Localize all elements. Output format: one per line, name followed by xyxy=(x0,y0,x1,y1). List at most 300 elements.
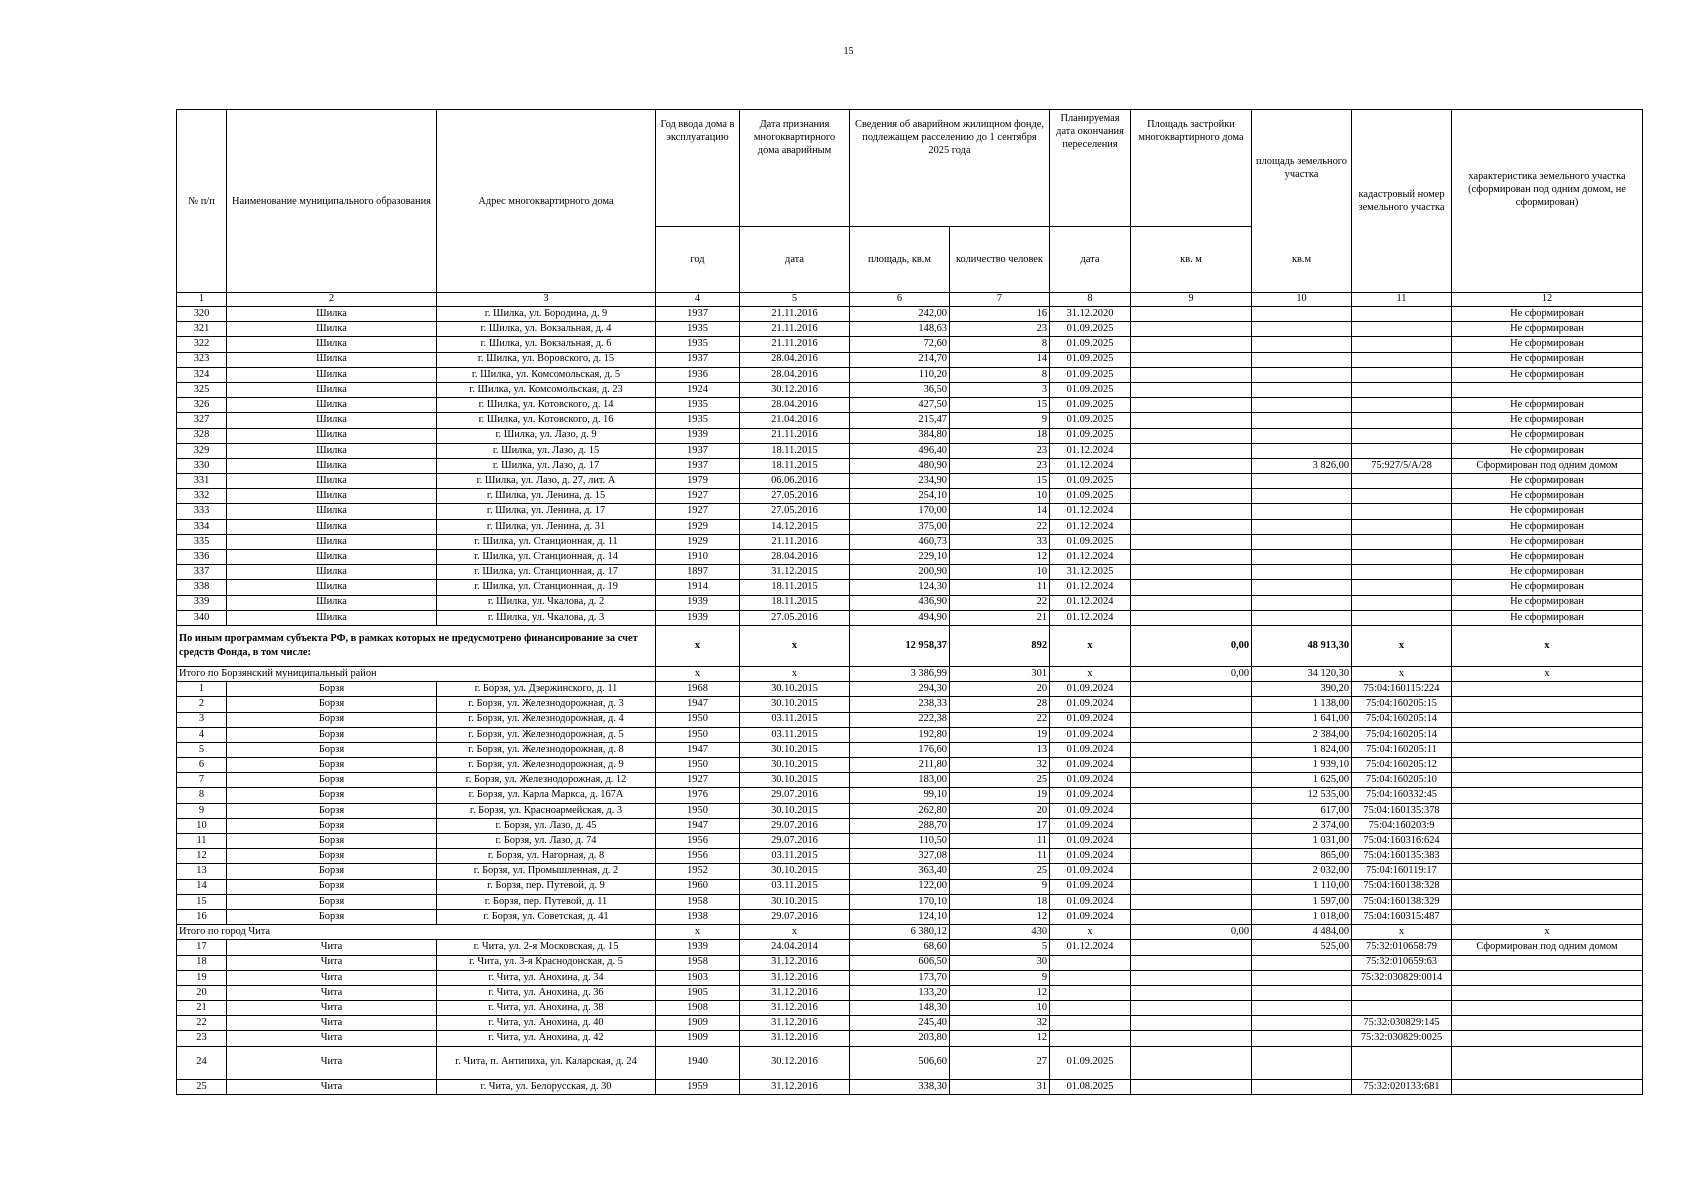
building-area-cell xyxy=(1131,758,1252,773)
people-cell: 22 xyxy=(950,595,1050,610)
header-land-characteristic: характеристика земельного участка (сформирован под одним домом, не сформирован) xyxy=(1452,110,1643,293)
municipality-cell: Чита xyxy=(227,1046,437,1079)
land-area-cell xyxy=(1252,1046,1352,1079)
municipality-cell: Борзя xyxy=(227,834,437,849)
emergency-date-cell: 18.11.2015 xyxy=(740,580,850,595)
row-number-cell: 24 xyxy=(177,1046,227,1079)
building-area-cell xyxy=(1131,413,1252,428)
area-cell: 229,10 xyxy=(850,550,950,565)
land-area-cell: 3 826,00 xyxy=(1252,458,1352,473)
land-area-cell xyxy=(1252,955,1352,970)
planned-date-cell: 01.09.2024 xyxy=(1050,742,1131,757)
section-title: По иным программам субъекта РФ, в рамках которых не предусмотрено финансирование за счет средств Фонда, в том числе: xyxy=(177,625,656,666)
building-area-cell xyxy=(1131,458,1252,473)
land-characteristic-cell: Сформирован под одним домом xyxy=(1452,458,1643,473)
address-cell: г. Борзя, ул. Железнодорожная, д. 9 xyxy=(437,758,656,773)
building-area-cell xyxy=(1131,534,1252,549)
people-cell: 10 xyxy=(950,489,1050,504)
emergency-date-cell: 03.11.2015 xyxy=(740,727,850,742)
cadastral-number-cell xyxy=(1352,565,1452,580)
area-cell: 254,10 xyxy=(850,489,950,504)
subheader-year: год xyxy=(656,227,740,293)
column-number: 3 xyxy=(437,293,656,307)
cadastral-number-cell: 75:04:160205:12 xyxy=(1352,758,1452,773)
year-cell: 1976 xyxy=(656,788,740,803)
building-area-cell xyxy=(1131,307,1252,322)
row-number-cell: 321 xyxy=(177,322,227,337)
cadastral-number-cell xyxy=(1352,550,1452,565)
area-cell: 200,90 xyxy=(850,565,950,580)
housing-table xyxy=(176,109,1643,1095)
row-number-cell: 334 xyxy=(177,519,227,534)
area-cell: 72,60 xyxy=(850,337,950,352)
municipality-cell: Шилка xyxy=(227,443,437,458)
cadastral-number-cell xyxy=(1352,398,1452,413)
total-chita xyxy=(177,925,1643,940)
section-row xyxy=(177,625,1643,666)
column-number: 10 xyxy=(1252,293,1352,307)
header-land-area: площадь земельного участка xyxy=(1252,110,1352,227)
cadastral-number-cell: 75:927/5/А/28 xyxy=(1352,458,1452,473)
total-value: 301 xyxy=(950,666,1050,681)
column-number: 5 xyxy=(740,293,850,307)
land-area-cell xyxy=(1252,1079,1352,1094)
land-area-cell: 1 824,00 xyxy=(1252,742,1352,757)
year-cell: 1950 xyxy=(656,803,740,818)
planned-date-cell: 01.09.2024 xyxy=(1050,909,1131,924)
municipality-cell: Шилка xyxy=(227,337,437,352)
total-label: Итого по город Чита xyxy=(177,925,656,940)
planned-date-cell xyxy=(1050,1001,1131,1016)
table-row xyxy=(177,428,1643,443)
year-cell: 1956 xyxy=(656,834,740,849)
land-area-cell: 1 939,10 xyxy=(1252,758,1352,773)
land-area-cell xyxy=(1252,413,1352,428)
address-cell: г. Шилка, ул. Бородина, д. 9 xyxy=(437,307,656,322)
people-cell: 14 xyxy=(950,504,1050,519)
row-number-cell: 332 xyxy=(177,489,227,504)
table-row xyxy=(177,595,1643,610)
land-characteristic-cell: Не сформирован xyxy=(1452,307,1643,322)
area-cell: 294,30 xyxy=(850,682,950,697)
land-area-cell xyxy=(1252,1016,1352,1031)
people-cell: 9 xyxy=(950,879,1050,894)
cadastral-number-cell xyxy=(1352,352,1452,367)
people-cell: 15 xyxy=(950,398,1050,413)
total-value: x xyxy=(656,666,740,681)
year-cell: 1950 xyxy=(656,712,740,727)
total-value: 3 386,99 xyxy=(850,666,950,681)
header-municipality: Наименование муниципального образования xyxy=(227,110,437,293)
column-number: 2 xyxy=(227,293,437,307)
address-cell: г. Борзя, пер. Путевой, д. 9 xyxy=(437,879,656,894)
cadastral-number-cell: 75:32:020133:681 xyxy=(1352,1079,1452,1094)
table-row xyxy=(177,1016,1643,1031)
cadastral-number-cell xyxy=(1352,474,1452,489)
column-number: 12 xyxy=(1452,293,1643,307)
area-cell: 148,63 xyxy=(850,322,950,337)
area-cell: 494,90 xyxy=(850,610,950,625)
area-cell: 262,80 xyxy=(850,803,950,818)
people-cell: 25 xyxy=(950,864,1050,879)
row-number-cell: 7 xyxy=(177,773,227,788)
section-value: 12 958,37 xyxy=(850,625,950,666)
building-area-cell xyxy=(1131,803,1252,818)
rows-chita xyxy=(177,940,1643,1095)
municipality-cell: Борзя xyxy=(227,727,437,742)
municipality-cell: Борзя xyxy=(227,894,437,909)
planned-date-cell: 01.09.2025 xyxy=(1050,367,1131,382)
building-area-cell xyxy=(1131,773,1252,788)
emergency-date-cell: 31.12.2016 xyxy=(740,970,850,985)
row-number-cell: 336 xyxy=(177,550,227,565)
land-characteristic-cell: Не сформирован xyxy=(1452,367,1643,382)
address-cell: г. Чита, ул. Анохина, д. 42 xyxy=(437,1031,656,1046)
cadastral-number-cell xyxy=(1352,489,1452,504)
row-number-cell: 328 xyxy=(177,428,227,443)
building-area-cell xyxy=(1131,519,1252,534)
planned-date-cell: 01.12.2024 xyxy=(1050,550,1131,565)
land-characteristic-cell xyxy=(1452,1031,1643,1046)
land-area-cell xyxy=(1252,534,1352,549)
year-cell: 1929 xyxy=(656,519,740,534)
section-value: 48 913,30 xyxy=(1252,625,1352,666)
cadastral-number-cell xyxy=(1352,580,1452,595)
area-cell: 176,60 xyxy=(850,742,950,757)
building-area-cell xyxy=(1131,550,1252,565)
people-cell: 3 xyxy=(950,382,1050,397)
municipality-cell: Шилка xyxy=(227,610,437,625)
land-characteristic-cell xyxy=(1452,788,1643,803)
cadastral-number-cell: 75:04:160119:17 xyxy=(1352,864,1452,879)
land-characteristic-cell: Не сформирован xyxy=(1452,413,1643,428)
emergency-date-cell: 03.11.2015 xyxy=(740,712,850,727)
planned-date-cell: 01.09.2025 xyxy=(1050,413,1131,428)
people-cell: 22 xyxy=(950,519,1050,534)
people-cell: 15 xyxy=(950,474,1050,489)
address-cell: г. Борзя, ул. Советская, д. 41 xyxy=(437,909,656,924)
table-row xyxy=(177,940,1643,955)
municipality-cell: Шилка xyxy=(227,550,437,565)
total-value: x xyxy=(740,666,850,681)
building-area-cell xyxy=(1131,727,1252,742)
emergency-date-cell: 24.04.2014 xyxy=(740,940,850,955)
municipality-cell: Шилка xyxy=(227,307,437,322)
address-cell: г. Шилка, ул. Комсомольская, д. 23 xyxy=(437,382,656,397)
table-row xyxy=(177,458,1643,473)
people-cell: 23 xyxy=(950,458,1050,473)
year-cell: 1909 xyxy=(656,1031,740,1046)
total-value: 6 380,12 xyxy=(850,925,950,940)
emergency-date-cell: 31.12.2016 xyxy=(740,1016,850,1031)
people-cell: 18 xyxy=(950,894,1050,909)
year-cell: 1937 xyxy=(656,443,740,458)
area-cell: 338,30 xyxy=(850,1079,950,1094)
land-characteristic-cell: Не сформирован xyxy=(1452,504,1643,519)
municipality-cell: Борзя xyxy=(227,849,437,864)
building-area-cell xyxy=(1131,322,1252,337)
rows-borzya xyxy=(177,682,1643,925)
planned-date-cell: 01.09.2025 xyxy=(1050,534,1131,549)
land-characteristic-cell xyxy=(1452,1046,1643,1079)
land-characteristic-cell xyxy=(1452,758,1643,773)
subheader-area: площадь, кв.м xyxy=(850,227,950,293)
year-cell: 1908 xyxy=(656,1001,740,1016)
emergency-date-cell: 29.07.2016 xyxy=(740,788,850,803)
rows-shilka xyxy=(177,307,1643,626)
area-cell: 148,30 xyxy=(850,1001,950,1016)
people-cell: 5 xyxy=(950,940,1050,955)
municipality-cell: Чита xyxy=(227,1001,437,1016)
total-row-chita xyxy=(177,925,1643,940)
planned-date-cell: 01.09.2024 xyxy=(1050,849,1131,864)
cadastral-number-cell: 75:04:160205:14 xyxy=(1352,727,1452,742)
municipality-cell: Борзя xyxy=(227,879,437,894)
municipality-cell: Борзя xyxy=(227,909,437,924)
building-area-cell xyxy=(1131,940,1252,955)
cadastral-number-cell: 75:32:010658:79 xyxy=(1352,940,1452,955)
address-cell: г. Шилка, ул. Котовского, д. 14 xyxy=(437,398,656,413)
address-cell: г. Чита, ул. Анохина, д. 36 xyxy=(437,985,656,1000)
land-area-cell xyxy=(1252,565,1352,580)
people-cell: 12 xyxy=(950,550,1050,565)
table-row xyxy=(177,834,1643,849)
people-cell: 30 xyxy=(950,955,1050,970)
year-cell: 1958 xyxy=(656,955,740,970)
land-area-cell xyxy=(1252,580,1352,595)
planned-date-cell: 01.09.2024 xyxy=(1050,727,1131,742)
cadastral-number-cell: 75:04:160138:329 xyxy=(1352,894,1452,909)
municipality-cell: Шилка xyxy=(227,428,437,443)
emergency-date-cell: 29.07.2016 xyxy=(740,818,850,833)
building-area-cell xyxy=(1131,712,1252,727)
municipality-cell: Шилка xyxy=(227,595,437,610)
building-area-cell xyxy=(1131,382,1252,397)
land-area-cell xyxy=(1252,352,1352,367)
planned-date-cell: 01.09.2025 xyxy=(1050,382,1131,397)
table-row xyxy=(177,580,1643,595)
cadastral-number-cell xyxy=(1352,985,1452,1000)
land-characteristic-cell xyxy=(1452,742,1643,757)
row-number-cell: 335 xyxy=(177,534,227,549)
area-cell: 242,00 xyxy=(850,307,950,322)
land-characteristic-cell: Не сформирован xyxy=(1452,610,1643,625)
emergency-date-cell: 30.10.2015 xyxy=(740,742,850,757)
building-area-cell xyxy=(1131,894,1252,909)
row-number-cell: 340 xyxy=(177,610,227,625)
building-area-cell xyxy=(1131,474,1252,489)
cadastral-number-cell: 75:32:030829:0014 xyxy=(1352,970,1452,985)
row-number-cell: 8 xyxy=(177,788,227,803)
building-area-cell xyxy=(1131,742,1252,757)
year-cell: 1952 xyxy=(656,864,740,879)
land-characteristic-cell xyxy=(1452,818,1643,833)
land-characteristic-cell xyxy=(1452,1016,1643,1031)
emergency-date-cell: 31.12.2016 xyxy=(740,985,850,1000)
row-number-cell: 10 xyxy=(177,818,227,833)
people-cell: 25 xyxy=(950,773,1050,788)
emergency-date-cell: 21.11.2016 xyxy=(740,428,850,443)
planned-date-cell xyxy=(1050,985,1131,1000)
land-characteristic-cell xyxy=(1452,1001,1643,1016)
address-cell: г. Шилка, ул. Воровского, д. 15 xyxy=(437,352,656,367)
year-cell: 1935 xyxy=(656,413,740,428)
land-area-cell xyxy=(1252,367,1352,382)
column-number: 8 xyxy=(1050,293,1131,307)
land-area-cell xyxy=(1252,307,1352,322)
municipality-cell: Шилка xyxy=(227,504,437,519)
emergency-date-cell: 30.12.2016 xyxy=(740,382,850,397)
people-cell: 10 xyxy=(950,1001,1050,1016)
table-row xyxy=(177,879,1643,894)
total-value: x xyxy=(1352,925,1452,940)
area-cell: 99,10 xyxy=(850,788,950,803)
row-number-cell: 329 xyxy=(177,443,227,458)
year-cell: 1947 xyxy=(656,697,740,712)
land-characteristic-cell: Не сформирован xyxy=(1452,519,1643,534)
row-number-cell: 3 xyxy=(177,712,227,727)
planned-date-cell: 01.09.2024 xyxy=(1050,758,1131,773)
section-value: x xyxy=(740,625,850,666)
emergency-date-cell: 30.12.2016 xyxy=(740,1046,850,1079)
year-cell: 1937 xyxy=(656,352,740,367)
row-number-cell: 22 xyxy=(177,1016,227,1031)
people-cell: 12 xyxy=(950,1031,1050,1046)
cadastral-number-cell: 75:04:160115:224 xyxy=(1352,682,1452,697)
municipality-cell: Борзя xyxy=(227,818,437,833)
area-cell: 122,00 xyxy=(850,879,950,894)
total-value: 430 xyxy=(950,925,1050,940)
land-characteristic-cell: Не сформирован xyxy=(1452,337,1643,352)
table-row xyxy=(177,818,1643,833)
land-characteristic-cell xyxy=(1452,1079,1643,1094)
land-area-cell: 12 535,00 xyxy=(1252,788,1352,803)
planned-date-cell: 01.08.2025 xyxy=(1050,1079,1131,1094)
people-cell: 9 xyxy=(950,413,1050,428)
section-value: x xyxy=(1452,625,1643,666)
cadastral-number-cell xyxy=(1352,382,1452,397)
building-area-cell xyxy=(1131,985,1252,1000)
emergency-date-cell: 28.04.2016 xyxy=(740,550,850,565)
building-area-cell xyxy=(1131,834,1252,849)
planned-date-cell: 31.12.2025 xyxy=(1050,565,1131,580)
cadastral-number-cell xyxy=(1352,534,1452,549)
header-cadastral-number: кадастровый номер земельного участка xyxy=(1352,110,1452,293)
table-row xyxy=(177,322,1643,337)
year-cell: 1935 xyxy=(656,398,740,413)
planned-date-cell: 01.09.2024 xyxy=(1050,773,1131,788)
land-area-cell: 1 018,00 xyxy=(1252,909,1352,924)
municipality-cell: Шилка xyxy=(227,413,437,428)
row-number-cell: 9 xyxy=(177,803,227,818)
cadastral-number-cell: 75:32:030829:145 xyxy=(1352,1016,1452,1031)
table-row xyxy=(177,773,1643,788)
people-cell: 11 xyxy=(950,849,1050,864)
people-cell: 19 xyxy=(950,727,1050,742)
subheader-land-sqm: кв.м xyxy=(1252,227,1352,293)
address-cell: г. Борзя, ул. Лазо, д. 74 xyxy=(437,834,656,849)
planned-date-cell: 01.09.2024 xyxy=(1050,682,1131,697)
address-cell: г. Борзя, ул. Промышленная, д. 2 xyxy=(437,864,656,879)
people-cell: 20 xyxy=(950,803,1050,818)
land-area-cell xyxy=(1252,474,1352,489)
building-area-cell xyxy=(1131,864,1252,879)
planned-date-cell: 01.09.2024 xyxy=(1050,864,1131,879)
planned-date-cell: 01.09.2024 xyxy=(1050,894,1131,909)
people-cell: 27 xyxy=(950,1046,1050,1079)
land-area-cell xyxy=(1252,443,1352,458)
land-characteristic-cell xyxy=(1452,894,1643,909)
land-area-cell xyxy=(1252,985,1352,1000)
section-other-programs xyxy=(177,625,1643,681)
table-row xyxy=(177,727,1643,742)
land-characteristic-cell xyxy=(1452,909,1643,924)
row-number-cell: 326 xyxy=(177,398,227,413)
year-cell: 1939 xyxy=(656,428,740,443)
area-cell: 183,00 xyxy=(850,773,950,788)
row-number-cell: 338 xyxy=(177,580,227,595)
total-value: 0,00 xyxy=(1131,925,1252,940)
row-number-cell: 322 xyxy=(177,337,227,352)
planned-date-cell: 01.09.2025 xyxy=(1050,489,1131,504)
land-characteristic-cell xyxy=(1452,970,1643,985)
emergency-date-cell: 31.12.2015 xyxy=(740,565,850,580)
people-cell: 8 xyxy=(950,337,1050,352)
table-row xyxy=(177,307,1643,322)
municipality-cell: Чита xyxy=(227,985,437,1000)
municipality-cell: Шилка xyxy=(227,352,437,367)
municipality-cell: Шилка xyxy=(227,398,437,413)
table-row xyxy=(177,610,1643,625)
area-cell: 238,33 xyxy=(850,697,950,712)
land-characteristic-cell xyxy=(1452,849,1643,864)
address-cell: г. Шилка, ул. Котовского, д. 16 xyxy=(437,413,656,428)
area-cell: 506,60 xyxy=(850,1046,950,1079)
address-cell: г. Шилка, ул. Ленина, д. 31 xyxy=(437,519,656,534)
building-area-cell xyxy=(1131,367,1252,382)
planned-date-cell xyxy=(1050,1016,1131,1031)
emergency-date-cell: 29.07.2016 xyxy=(740,909,850,924)
planned-date-cell: 01.12.2024 xyxy=(1050,595,1131,610)
building-area-cell xyxy=(1131,489,1252,504)
building-area-cell xyxy=(1131,580,1252,595)
municipality-cell: Борзя xyxy=(227,773,437,788)
total-value: x xyxy=(1352,666,1452,681)
building-area-cell xyxy=(1131,443,1252,458)
year-cell: 1909 xyxy=(656,1016,740,1031)
row-number-cell: 337 xyxy=(177,565,227,580)
year-cell: 1897 xyxy=(656,565,740,580)
table-row xyxy=(177,504,1643,519)
table-row xyxy=(177,489,1643,504)
total-label: Итого по Борзянский муниципальный район xyxy=(177,666,656,681)
subheader-planned-date: дата xyxy=(1050,227,1131,293)
cadastral-number-cell xyxy=(1352,443,1452,458)
land-area-cell xyxy=(1252,970,1352,985)
year-cell: 1947 xyxy=(656,818,740,833)
cadastral-number-cell: 75:04:160315:487 xyxy=(1352,909,1452,924)
cadastral-number-cell xyxy=(1352,322,1452,337)
planned-date-cell: 01.09.2024 xyxy=(1050,788,1131,803)
table-row xyxy=(177,803,1643,818)
land-area-cell xyxy=(1252,489,1352,504)
year-cell: 1936 xyxy=(656,367,740,382)
column-number: 4 xyxy=(656,293,740,307)
land-characteristic-cell: Не сформирован xyxy=(1452,474,1643,489)
table-row xyxy=(177,985,1643,1000)
land-area-cell: 1 625,00 xyxy=(1252,773,1352,788)
people-cell: 11 xyxy=(950,834,1050,849)
